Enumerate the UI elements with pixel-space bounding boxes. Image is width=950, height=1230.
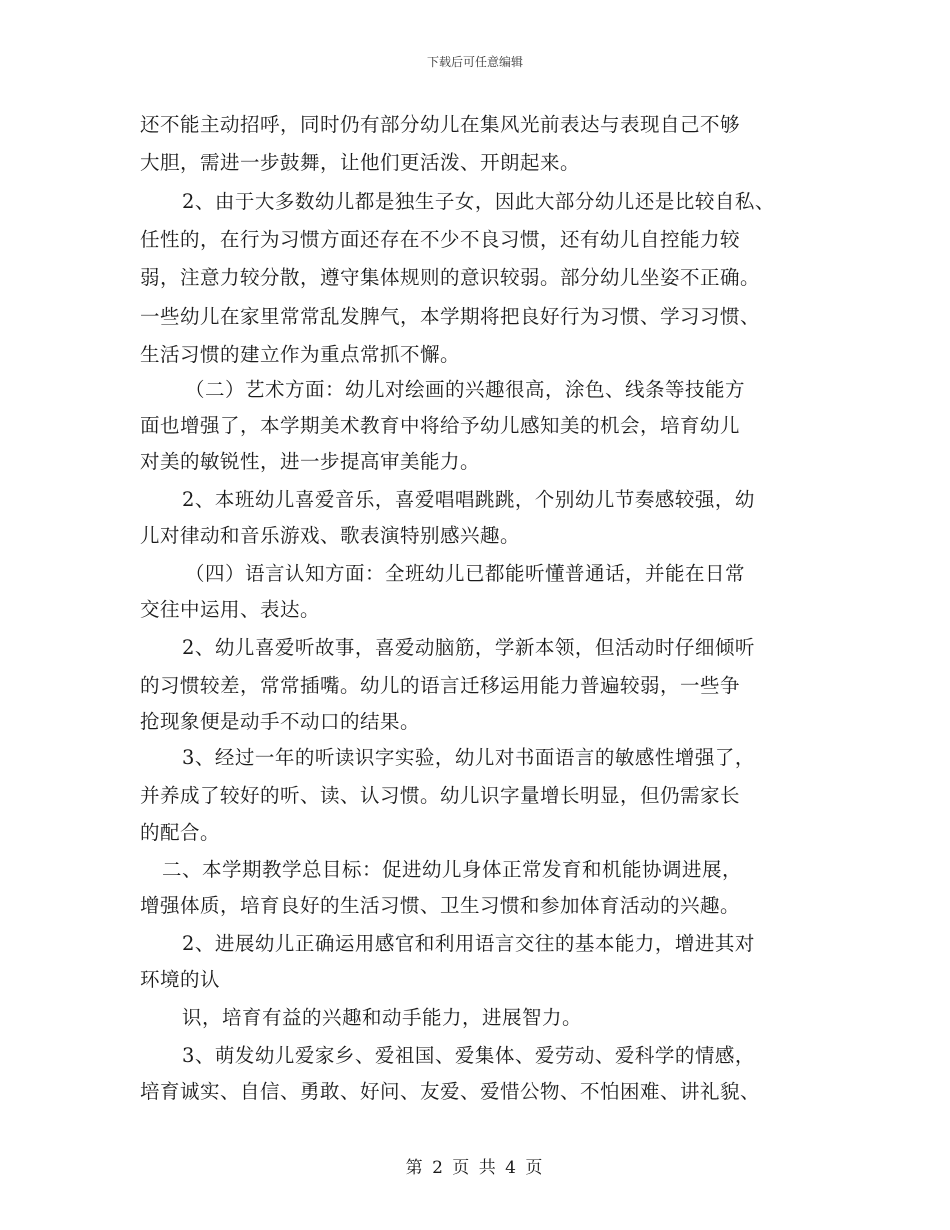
text-line: 任性的，在行为习惯方面还存在不少不良习惯，还有幼儿自控能力较 <box>140 228 741 251</box>
text-line: 一些幼儿在家里常常乱发脾气，本学期将把良好行为习惯、学习习惯、 <box>140 305 761 328</box>
text-line: 3、经过一年的听读识字实验，幼儿对书面语言的敏感性增强了， <box>182 746 755 769</box>
text-line: （四）语言认知方面：全班幼儿已都能听懂普通话，并能在日常 <box>185 562 746 585</box>
page-footer: 第 2 页 共 4 页 <box>405 1158 545 1178</box>
text-line: 还不能主动招呼，同时仍有部分幼儿在集风光前表达与表现自己不够 <box>140 113 741 136</box>
text-line: 弱，注意力较分散，遵守集体规则的意识较弱。部分幼儿坐姿不正确。 <box>140 266 761 289</box>
text-line: 识，培育有益的兴趣和动手能力，进展智力。 <box>182 1006 583 1029</box>
text-line: 培育诚实、自信、勇敢、好问、友爱、爱惜公物、不怕困难、讲礼貌、 <box>140 1080 761 1103</box>
text-line: 抢现象便是动手不动口的结果。 <box>140 710 421 733</box>
text-line: （二）艺术方面：幼儿对绘画的兴趣很高，涂色、线条等技能方 <box>185 378 746 401</box>
text-line: 交往中运用、表达。 <box>140 598 321 621</box>
text-line: 面也增强了，本学期美术教育中将给予幼儿感知美的机会，培育幼儿 <box>140 414 741 437</box>
text-line: 并养成了较好的听、读、认习惯。幼儿识字量增长明显，但仍需家长 <box>140 784 741 807</box>
text-line: 2、幼儿喜爱听故事，喜爱动脑筋，学新本领，但活动时仔细倾听 <box>182 636 755 659</box>
text-line: 对美的敏锐性，进一步提高审美能力。 <box>140 450 481 473</box>
text-line: 2、本班幼儿喜爱音乐，喜爱唱唱跳跳，个别幼儿节奏感较强，幼 <box>182 488 755 511</box>
text-line: 儿对律动和音乐游戏、歌表演特别感兴趣。 <box>140 524 521 547</box>
text-line: 二、本学期教学总目标：促进幼儿身体正常发育和机能协调进展， <box>162 858 743 881</box>
text-line: 2、进展幼儿正确运用感官和利用语言交往的基本能力，增进其对 <box>182 932 755 955</box>
text-line: 3、萌发幼儿爱家乡、爱祖国、爱集体、爱劳动、爱科学的情感， <box>182 1044 755 1067</box>
text-line: 生活习惯的建立作为重点常抓不懈。 <box>140 343 461 366</box>
text-line: 环境的认 <box>140 968 221 991</box>
text-line: 的配合。 <box>140 821 221 844</box>
text-line: 增强体质，培育良好的生活习惯、卫生习惯和参加体育活动的兴趣。 <box>140 894 741 917</box>
text-line: 大胆，需进一步鼓舞，让他们更活泼、开朗起来。 <box>140 151 581 174</box>
text-line: 2、由于大多数幼儿都是独生子女，因此大部分幼儿还是比较自私、 <box>182 190 775 213</box>
page-header: 下载后可任意编辑 <box>426 55 523 69</box>
text-line: 的习惯较差，常常插嘴。幼儿的语言迁移运用能力普遍较弱，一些争 <box>140 674 741 697</box>
